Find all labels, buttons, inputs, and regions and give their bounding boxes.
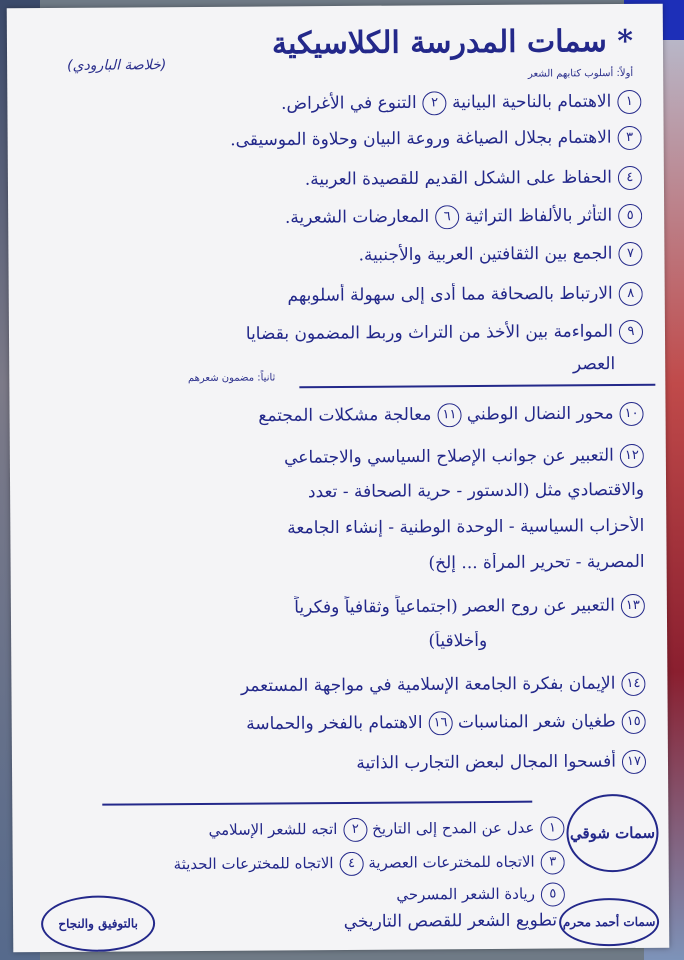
- list-item-continuation: والاقتصادي مثل (الدستور - حرية الصحافة - تعدد: [307, 479, 645, 503]
- section-note-top: أولاً: أسلوب كتابهم الشعر: [527, 67, 634, 80]
- notebook-page: [7, 4, 670, 953]
- list-item: ٩المواءمة بين الأخذ من التراث وربط المضمون بقضايا: [3, 320, 643, 348]
- list-item: ١٧أفسحوا المجال لبعض التجارب الذاتية: [6, 750, 646, 778]
- page-subtitle: (خلاصة البارودي): [67, 57, 167, 74]
- moharram-text: تطويع الشعر للقصص التاريخي: [343, 910, 558, 932]
- list-item-continuation: المصرية - تحرير المرأة ... إلخ): [428, 551, 645, 574]
- good-luck-oval: بالتوفيق والنجاح: [41, 895, 155, 952]
- section-divider: [299, 384, 655, 388]
- list-item: ٧الجمع بين الثقافتين العربية والأجنبية.: [2, 242, 642, 270]
- list-item: ١٢التعبير عن جوانب الإصلاح السياسي والاجتماعي: [4, 444, 644, 472]
- moharram-oval-label: سمات أحمد محرم: [559, 898, 659, 947]
- list-item: ٨الارتباط بالصحافة مما أدى إلى سهولة أسلوبهم: [3, 282, 643, 310]
- list-item: ٥ريادة الشعر المسرحي: [25, 882, 565, 910]
- list-item: ١٤الإيمان بفكرة الجامعة الإسلامية في مواجهة المستعمر: [5, 672, 645, 700]
- list-item: ٣الاهتمام بجلال الصياغة وروعة البيان وحلاوة الموسيقى.: [2, 126, 642, 154]
- list-item: ١٣التعبير عن روح العصر (اجتماعياً وثقافياً وفكرياً: [5, 594, 645, 622]
- list-item: ١٠محور النضال الوطني ١١معالجة مشكلات المجتمع: [3, 402, 643, 430]
- page-title: * سمات المدرسة الكلاسيكية: [271, 23, 634, 62]
- list-item: ٣الاتجاه للمخترعات العصرية ٤الاتجاه للمخترعات الحديثة: [25, 850, 565, 878]
- section-divider: [102, 801, 532, 806]
- list-item: ١الاهتمام بالناحية البيانية ٢التنوع في الأغراض.: [1, 90, 641, 118]
- list-item-continuation: العصر: [572, 354, 616, 375]
- list-item: ١عدل عن المدح إلى التاريخ ٢اتجه للشعر الإسلامي: [24, 816, 564, 844]
- list-item: ٤الحفاظ على الشكل القديم للقصيدة العربية.: [2, 166, 642, 194]
- list-item: ٥التأثر بالألفاظ التراثية ٦المعارضات الشعرية.: [2, 204, 642, 232]
- list-item-continuation: الأحزاب السياسية - الوحدة الوطنية - إنشاء الجامعة: [287, 515, 645, 539]
- list-item: ١٥طغيان شعر المناسبات ١٦الاهتمام بالفخر والحماسة: [6, 710, 646, 738]
- shawqi-oval-label: سمات شوقي: [566, 794, 659, 873]
- list-item-continuation: وأخلاقياً): [428, 630, 488, 652]
- section-label: ثانياً: مضمون شعرهم: [187, 372, 276, 385]
